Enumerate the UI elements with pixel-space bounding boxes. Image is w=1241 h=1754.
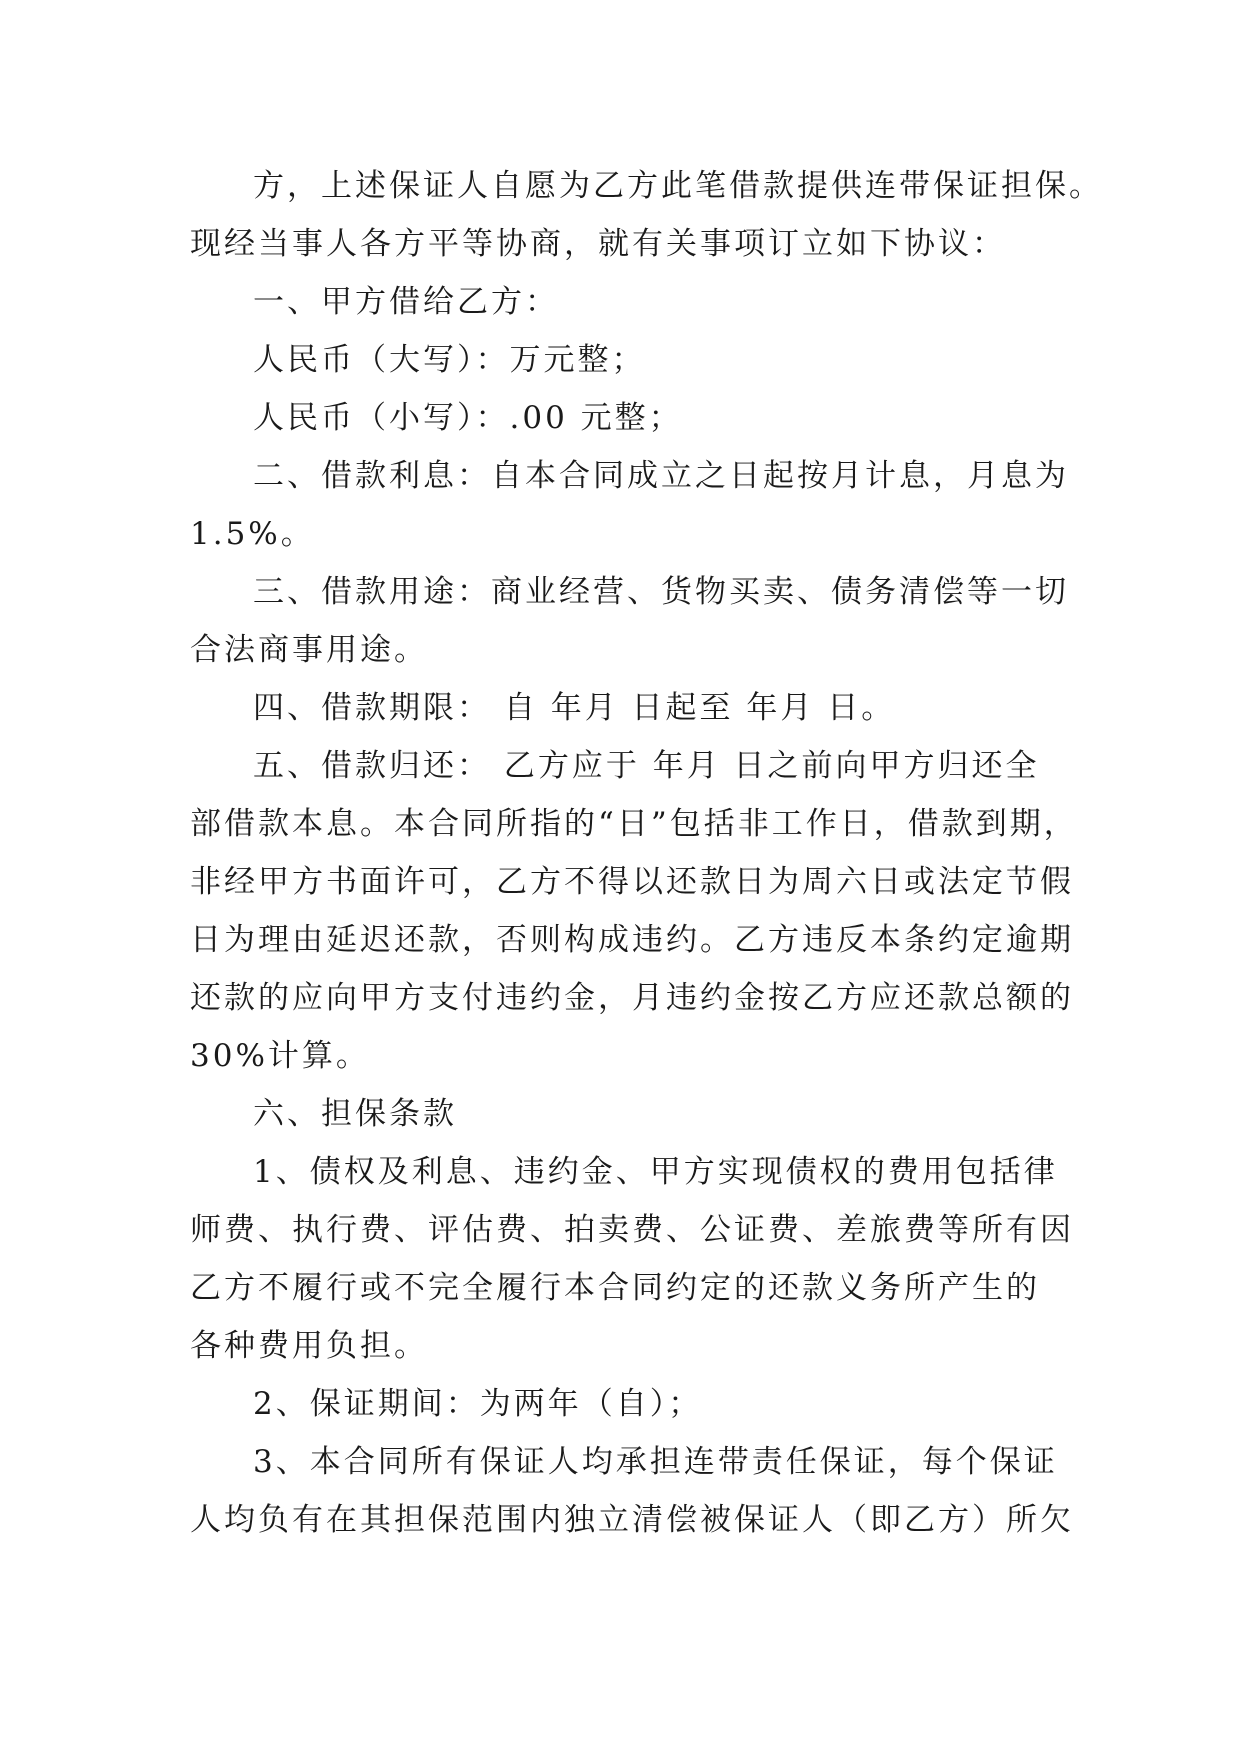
text-line: 还款的应向甲方支付违约金，月违约金按乙方应还款总额的 [190, 980, 1074, 1016]
text-line: 人民币（大写）：万元整； [253, 342, 646, 378]
text-line: 二、借款利息：自本合同成立之日起按月计息，月息为 [253, 458, 1069, 494]
text-line: 方，上述保证人自愿为乙方此笔借款提供连带保证担保。 [253, 168, 1103, 204]
text-line: 三、借款用途：商业经营、货物买卖、债务清偿等一切 [253, 574, 1069, 610]
text-line: 师费、执行费、评估费、拍卖费、公证费、差旅费等所有因 [190, 1212, 1074, 1248]
text-line: 乙方不履行或不完全履行本合同约定的还款义务所产生的 [190, 1270, 1040, 1306]
text-line: 现经当事人各方平等协商，就有关事项订立如下协议： [190, 226, 1006, 262]
text-line: 四、借款期限： 自 年月 日起至 年月 日。 [253, 690, 896, 726]
text-line: 六、担保条款 [253, 1096, 457, 1132]
text-line: 日为理由延迟还款，否则构成违约。乙方违反本条约定逾期 [190, 922, 1074, 958]
text-line: 部借款本息。本合同所指的“日”包括非工作日，借款到期， [190, 806, 1078, 842]
text-line: 各种费用负担。 [190, 1328, 428, 1364]
text-line: 30%计算。 [190, 1038, 370, 1074]
text-line: 2、保证期间：为两年（自）； [253, 1386, 703, 1422]
text-line: 3、本合同所有保证人均承担连带责任保证，每个保证 [253, 1444, 1058, 1480]
text-line: 1.5%。 [190, 516, 315, 552]
text-line: 一、甲方借给乙方： [253, 284, 559, 320]
text-line: 非经甲方书面许可，乙方不得以还款日为周六日或法定节假 [190, 864, 1074, 900]
text-line: 五、借款归还： 乙方应于 年月 日之前向甲方归还全 [253, 748, 1040, 784]
text-line: 合法商事用途。 [190, 632, 428, 668]
text-line: 人民币（小写）：.00 元整； [253, 400, 683, 436]
text-line: 1、债权及利息、违约金、甲方实现债权的费用包括律 [253, 1154, 1058, 1190]
text-line: 人均负有在其担保范围内独立清偿被保证人（即乙方）所欠 [190, 1502, 1074, 1538]
